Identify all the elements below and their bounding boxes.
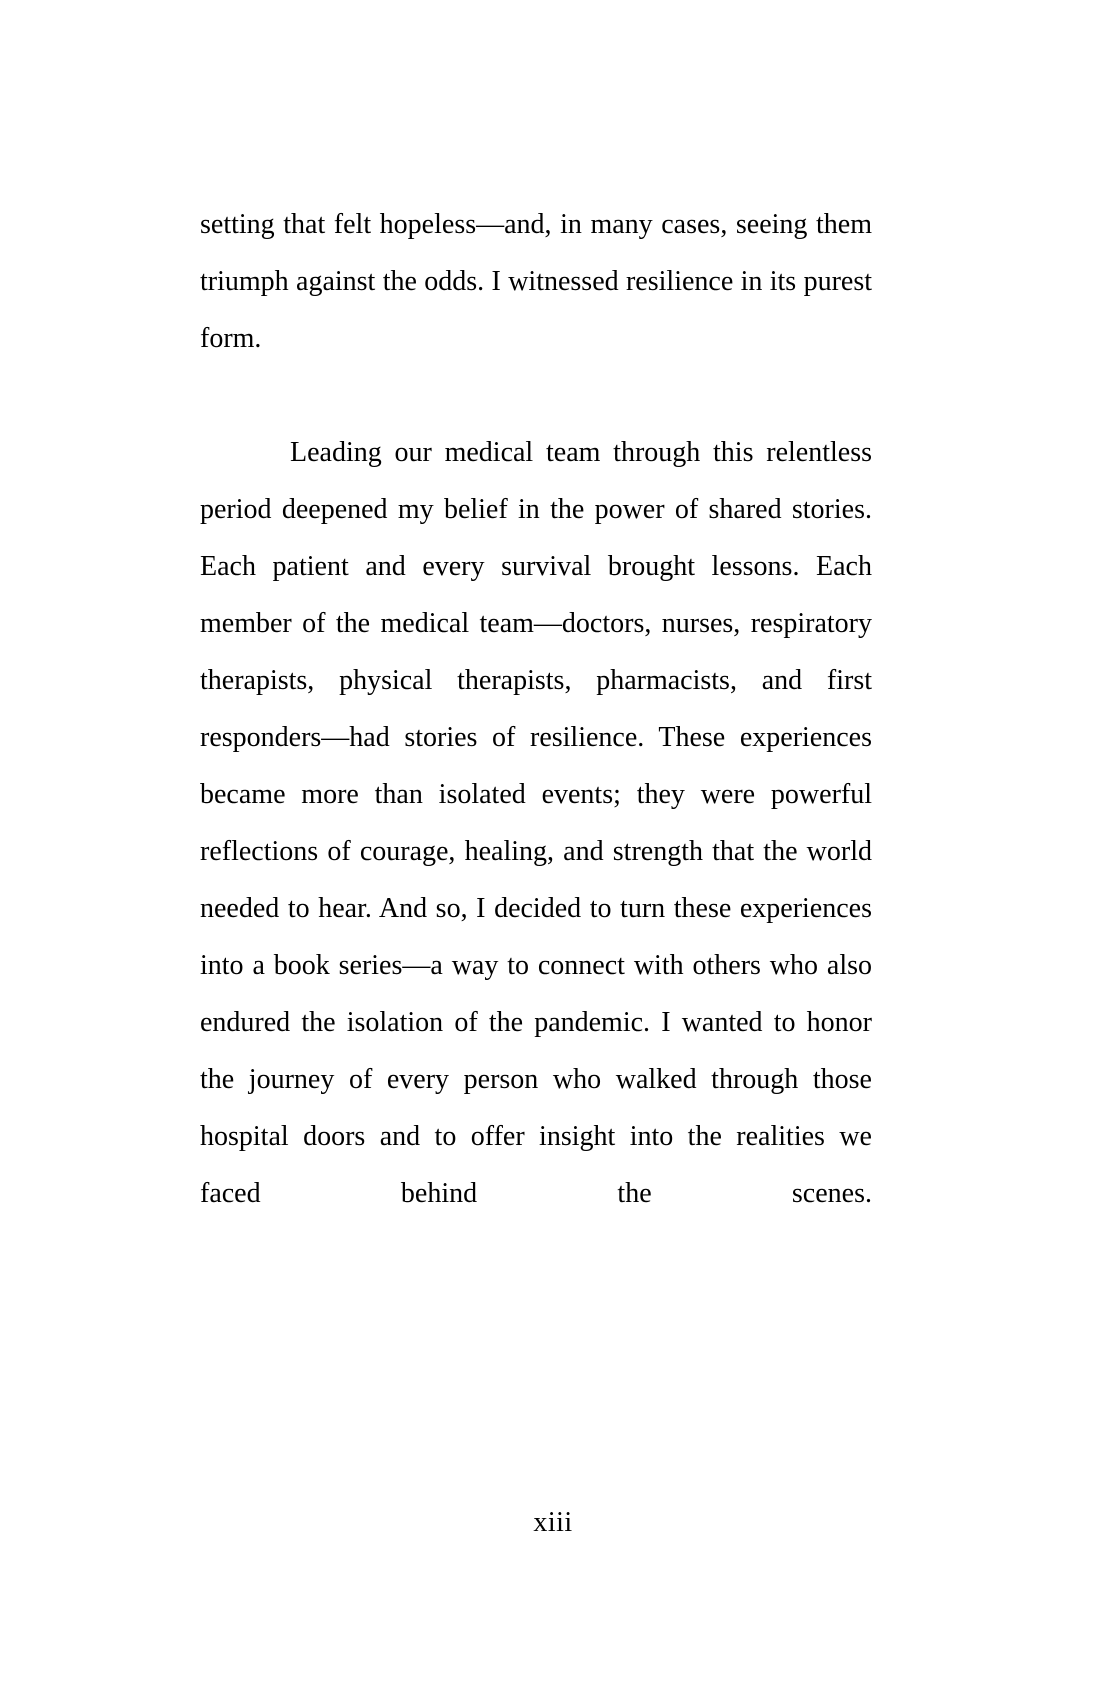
paragraph-leading-medical-team: Leading our medical team through this relentless period deepened my belief in the power of shared stories. Each patient and every survival brought lessons. Each member of the medical team—doctors, nurses, respiratory therapists, physical therapists, pharmacists, and first responders—had stories of resilience. These experiences became more than isolated events; they were powerful reflections of courage, healing, and strength that the world needed to hear. And so, I decided to turn these experiences into a book series—a way to connect with others who also endured the isolation of the pandemic. I wanted to honor the journey of every person who walked through those hospital doors and to offer insight into the realities we faced behind the scenes. — [200, 437, 872, 1209]
page-number — [0, 1503, 1100, 1543]
paragraph-continued: setting that felt hopeless—and, in many cases, seeing them triumph against the odds. I witnessed resilience in its purest form. — [200, 209, 872, 354]
page-number-value: xiii — [533, 1507, 573, 1538]
page-body-text — [200, 196, 872, 1279]
